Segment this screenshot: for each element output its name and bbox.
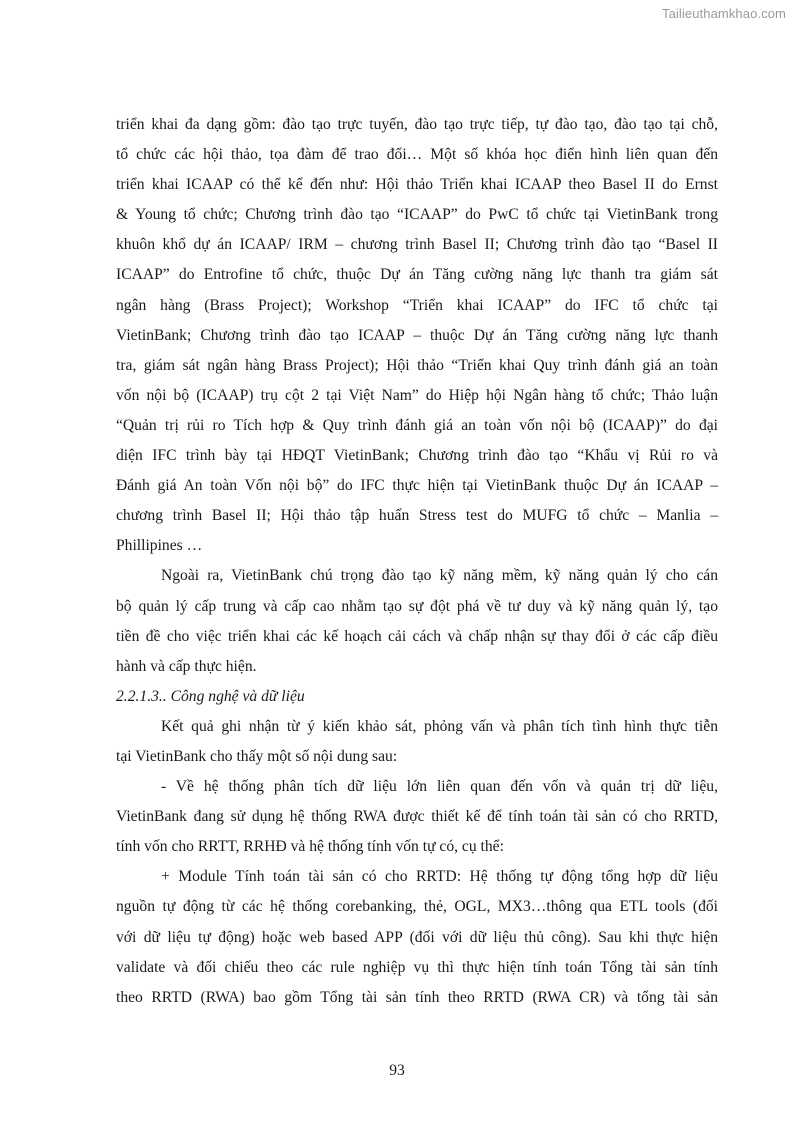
- text-line: nguồn tự động từ các hệ thống corebanking, thẻ, OGL, MX3…thông qua ETL tools (đối: [116, 898, 718, 916]
- watermark: Tailieuthamkhao.com: [661, 6, 786, 21]
- text-line: hành và cấp thực hiện.: [116, 657, 257, 675]
- text-line: triển khai đa dạng gồm: đào tạo trực tuyến, đào tạo trực tiếp, tự đào tạo, đào tạo tại chỗ,: [116, 116, 718, 133]
- text-line: + Module Tính toán tài sản có cho RRTD: Hệ thống tự động tổng hợp dữ liệu: [161, 868, 718, 886]
- paragraph: [116, 561, 718, 681]
- text-line: tra, giám sát ngân hàng Brass Project); Hội thảo “Triển khai Quy trình đánh giá an toàn: [116, 356, 718, 374]
- paragraph: [116, 862, 718, 1012]
- paragraph: [116, 712, 718, 772]
- paragraph: [116, 110, 718, 561]
- text-line: - Về hệ thống phân tích dữ liệu lớn liên quan đến vốn và quản trị dữ liệu,: [161, 778, 718, 796]
- text-line: chương trình Basel II; Hội thảo tập huấn Stress test do MUFG tổ chức – Manlia –: [116, 507, 718, 525]
- page-number: 93: [389, 1062, 405, 1079]
- section-heading-text: 2.2.1.3.. Công nghệ và dữ liệu: [116, 687, 305, 705]
- text-line: Đánh giá An toàn Vốn nội bộ” do IFC thực hiện tại VietinBank thuộc Dự án ICAAP –: [116, 477, 718, 495]
- text-line: theo RRTD (RWA) bao gồm Tổng tài sản tính theo RRTD (RWA CR) và tổng tài sản: [116, 988, 718, 1006]
- paragraph: [116, 772, 718, 862]
- text-line: bộ quản lý cấp trung và cấp cao nhằm tạo sự đột phá về tư duy và kỹ năng quản lý, tạo: [116, 597, 718, 615]
- text-line: tiền đề cho việc triển khai các kế hoạch cải cách và chấp nhận sự thay đổi ở các cấp điều: [116, 627, 718, 645]
- text-line: & Young tổ chức; Chương trình đào tạo “ICAAP” do PwC tổ chức tại VietinBank trong: [116, 206, 718, 224]
- text-line: Ngoài ra, VietinBank chú trọng đào tạo kỹ năng mềm, kỹ năng quản lý cho cán: [161, 567, 718, 585]
- text-line: diện IFC trình bày tại HĐQT VietinBank; Chương trình đào tạo “Khẩu vị Rủi ro và: [116, 447, 718, 465]
- text-line: VietinBank đang sử dụng hệ thống RWA được thiết kế để tính toán tài sản có cho RRTD,: [116, 808, 718, 826]
- text-line: ICAAP” do Entrofine tổ chức, thuộc Dự án Tăng cường năng lực thanh tra giám sát: [116, 266, 718, 284]
- text-line: triển khai ICAAP có thể kể đến như: Hội thảo Triển khai ICAAP theo Basel II do Ernst: [116, 176, 718, 194]
- text-line: vốn nội bộ (ICAAP) trụ cột 2 tại Việt Nam” do Hiệp hội Ngân hàng tổ chức; Thảo luận: [116, 386, 718, 404]
- section-heading: [116, 682, 718, 712]
- text-line: với dữ liệu tự động) hoặc web based APP (đối với dữ liệu thủ công). Sau khi thực hiện: [116, 928, 718, 946]
- text-line: Phillipines …: [116, 537, 203, 555]
- text-line: tại VietinBank cho thấy một số nội dung sau:: [116, 747, 398, 765]
- document-body: [116, 110, 718, 1013]
- text-line: “Quản trị rủi ro Tích hợp & Quy trình đánh giá an toàn vốn nội bộ (ICAAP)” do đại: [116, 416, 718, 434]
- text-line: Kết quả ghi nhận từ ý kiến khảo sát, phỏng vấn và phân tích tình hình thực tiễn: [161, 717, 718, 735]
- text-line: VietinBank; Chương trình đào tạo ICAAP – thuộc Dự án Tăng cường năng lực thanh: [116, 326, 718, 344]
- text-line: ngân hàng (Brass Project); Workshop “Triển khai ICAAP” do IFC tổ chức tại: [116, 296, 718, 314]
- text-line: tổ chức các hội thảo, tọa đàm để trao đổi… Một số khóa học điển hình liên quan đến: [116, 146, 718, 164]
- text-line: tính vốn cho RRTT, RRHĐ và hệ thống tính vốn tự có, cụ thể:: [116, 838, 504, 856]
- text-line: validate và đối chiếu theo các rule nghiệp vụ thì thực hiện tính toán Tổng tài sản tính: [116, 958, 718, 976]
- text-line: khuôn khổ dự án ICAAP/ IRM – chương trình Basel II; Chương trình đào tạo “Basel II: [116, 236, 718, 254]
